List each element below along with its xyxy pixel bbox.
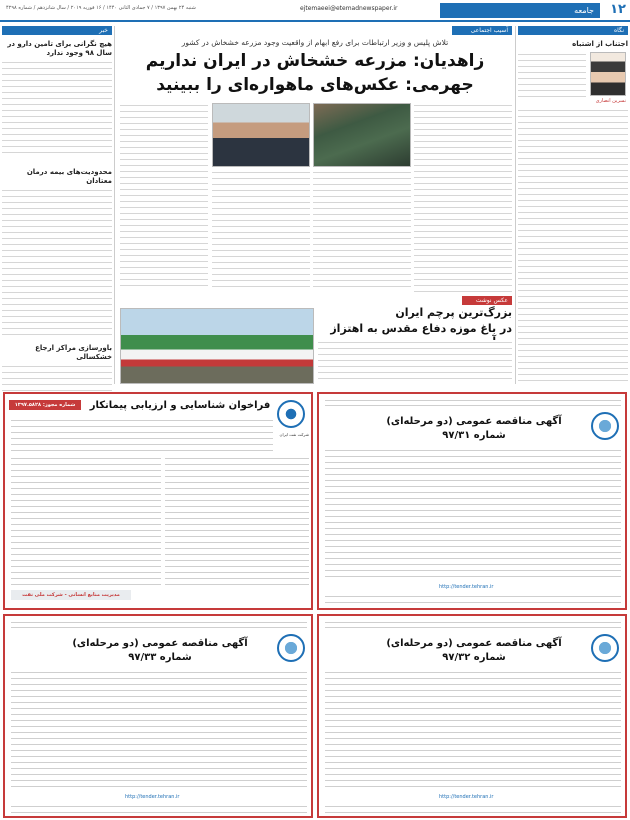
permit-number: شماره مجوز: ۱۳۹۷.۵۸۲۸ (9, 400, 81, 410)
story-headline: در باغ موزه دفاع مقدس به اهتزاز (330, 322, 512, 335)
section-title: جامعه (440, 3, 600, 18)
ad-body (325, 448, 621, 580)
municipality-logo-icon (277, 634, 305, 662)
news-item-title: محدودیت‌های بیمه درمان معتادان (26, 168, 112, 185)
ad-title: آگهی مناقصه عمومی (دو مرحله‌ای) (72, 638, 248, 649)
story-kicker: تلاش پلیس و وزیر ارتباطات برای رفع ابهام از واقعیت وجود مزرعه خشخاش در کشور (181, 38, 449, 47)
body-text (414, 103, 512, 295)
body-text (2, 364, 112, 392)
body-text (120, 103, 208, 289)
tender-number: شماره ۹۷/۳۲ (442, 652, 506, 663)
body-text (2, 60, 112, 156)
left-column-tag: خبر (2, 26, 112, 35)
ad-tender-9732 (317, 614, 627, 818)
column-divider (114, 26, 115, 384)
tender-url[interactable]: http://tender.tehran.ir (439, 584, 494, 590)
left-column (2, 26, 112, 384)
ad-body (325, 620, 621, 630)
ad-contractor-call (3, 392, 313, 610)
ad-body (11, 418, 273, 452)
ad-body (325, 594, 621, 606)
body-text (313, 170, 411, 290)
dateline: شنبه ۲۴ بهمن ۱۳۹۷ / ۷ جمادی الثانی ۱۴۴۰ / ۱۶ فوریه ۲۰۱۹ / سال شانزدهم / شماره ۴۲۹۸ (6, 5, 196, 11)
tender-url[interactable]: http://tender.tehran.ir (125, 794, 180, 800)
news-item-title: هیچ نگرانی برای تامین دارو در سال ۹۸ وجود ندارد (7, 40, 112, 57)
tender-url[interactable]: http://tender.tehran.ir (439, 794, 494, 800)
email-address[interactable]: ejtemaeei@etemadnewspaper.ir (300, 5, 398, 12)
flag-photo (120, 308, 314, 384)
main-story-tag: آسیب اجتماعی (452, 26, 512, 35)
ad-title: فراخوان شناسایی و ارزیابی پیمانکار (89, 400, 271, 411)
column-divider (515, 26, 516, 384)
ad-body (11, 456, 161, 586)
story-headline: جهرمی: عکس‌های ماهواره‌ای را ببینید (156, 75, 474, 95)
ad-footer: مدیریت منابع انسانی - شرکت ملی نفت (11, 590, 131, 600)
story-headline: بزرگ‌ترین پرچم ایران (395, 306, 512, 319)
body-text (2, 188, 112, 338)
column-title: اجتناب از اشتباه (572, 40, 628, 48)
second-story-tag: عکس نوشت (462, 296, 512, 305)
tender-number: شماره ۹۷/۳۱ (442, 430, 506, 441)
news-item-title: باورسازی مراکز ارجاع خشکسالی (35, 344, 112, 361)
right-column-tag: نگاه (518, 26, 628, 35)
news-item (2, 344, 112, 392)
right-column (518, 26, 628, 384)
news-item (2, 168, 112, 338)
news-photo (212, 103, 310, 167)
company-logo-icon (277, 400, 305, 428)
author-photo (590, 52, 626, 96)
body-text (518, 52, 586, 98)
page-header (0, 0, 630, 22)
ad-body (325, 670, 621, 790)
author-name: نسرین انصاری (595, 98, 626, 104)
ad-body (325, 398, 621, 408)
ad-tender-9731 (317, 392, 627, 610)
ad-title: آگهی مناقصه عمومی (دو مرحله‌ای) (386, 416, 562, 427)
ad-body (11, 804, 307, 814)
municipality-logo-icon (591, 412, 619, 440)
ad-title: آگهی مناقصه عمومی (دو مرحله‌ای) (386, 638, 562, 649)
news-item (2, 40, 112, 156)
page-number: ۱۲ (610, 2, 626, 17)
municipality-logo-icon (591, 634, 619, 662)
body-text (518, 108, 628, 382)
news-photo (313, 103, 411, 167)
ad-body (165, 456, 309, 586)
ad-body (325, 804, 621, 814)
ad-body (11, 670, 307, 790)
ad-body (11, 620, 307, 630)
story-headline: زاهدیان: مزرعه خشخاش در ایران نداریم (145, 51, 485, 71)
ad-tender-9733 (3, 614, 313, 818)
body-text (318, 340, 512, 384)
body-text (212, 170, 310, 290)
org-name: شرکت نفت ایران (279, 432, 309, 437)
tender-number: شماره ۹۷/۳۳ (128, 652, 192, 663)
